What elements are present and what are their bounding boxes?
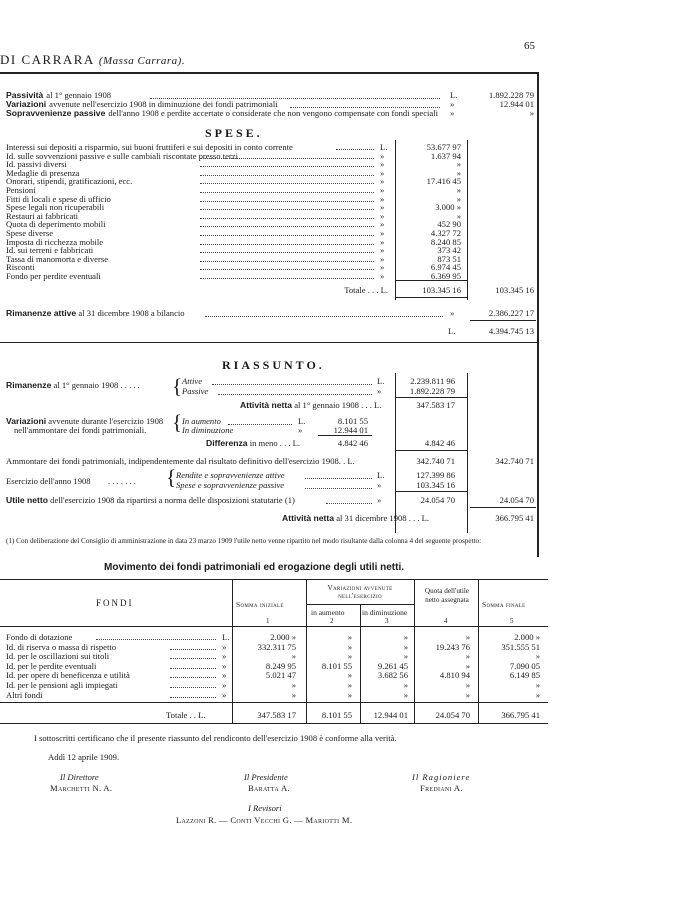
spese-row-label: Onorari, stipendi, gratificazioni, ecc. xyxy=(6,176,133,187)
header-rule xyxy=(0,72,538,74)
table-row-unit: L. xyxy=(222,632,230,642)
table-row-label: Id. di riserva o massa di rispetto xyxy=(6,641,117,652)
direttore-title: Il Direttore xyxy=(60,772,99,782)
table-cell: » xyxy=(403,651,408,662)
spese-row-dots xyxy=(200,252,374,253)
table-cell: 7.090 05 xyxy=(509,660,540,671)
spese-row-dots xyxy=(200,218,374,219)
spese-row-value: 6.369 95 xyxy=(430,271,461,281)
table-cell: » xyxy=(347,632,352,642)
spese-row-unit: » xyxy=(380,185,385,195)
riassunto-rimanenze-label: Rimanenze xyxy=(6,380,52,390)
movimento-total-rule xyxy=(0,702,548,703)
spese-row-label: Risconti xyxy=(6,262,35,273)
esercizio-dots-text: . . . . . . . xyxy=(108,476,136,486)
rendite-dots xyxy=(305,478,372,479)
spese-row-unit: » xyxy=(380,219,385,230)
spese-row-dots xyxy=(200,269,374,270)
table-cell: » xyxy=(465,660,470,671)
spese-row-unit: » xyxy=(380,253,385,264)
table-row-unit: » xyxy=(222,660,227,671)
spese-row-unit: » xyxy=(380,176,385,187)
spese-row-unit: » xyxy=(380,236,385,247)
passive-unit: » xyxy=(377,386,382,396)
ragioniere-name: Frediani A. xyxy=(420,783,463,793)
spese-row-label: Id. sui terreni e fabbricati xyxy=(6,245,94,256)
spese-row-value: 3.000 » xyxy=(435,202,461,213)
utile-netto-unit: » xyxy=(377,495,382,505)
grand-total-unit: L. xyxy=(448,326,456,336)
spese-row-dots xyxy=(200,235,374,236)
title-text: DI CARRARA xyxy=(0,52,95,67)
table-cell: 2.000 » xyxy=(270,632,296,642)
spese-row-dots xyxy=(200,201,374,202)
spese-row-value: » xyxy=(456,210,461,221)
spese-riassunto-dots xyxy=(305,488,372,489)
spese-row-unit: » xyxy=(380,159,385,170)
certify-text: I sottoscritti certificano che il presente riassunto del rendiconto dell'esercizio 1908 è conforme alla verità. xyxy=(34,733,397,743)
top-row-text: avvenute nell'esercizio 1908 in diminuzione dei fondi patrimoniali xyxy=(49,99,278,109)
spese-total-label: Totale . . . L. xyxy=(344,285,388,295)
direttore-name: Marchetti N. A. xyxy=(50,783,113,793)
rule-ammontare xyxy=(395,450,467,451)
grand-total-rule xyxy=(470,320,536,321)
spese-total-value: 103.345 16 xyxy=(422,285,461,295)
movimento-total-3: 12.944 01 xyxy=(373,710,408,720)
spese-row-dots xyxy=(200,175,374,176)
col-num-5: 5 xyxy=(510,617,514,625)
differenza-value: 4.842 46 xyxy=(337,438,368,448)
movimento-bottom-rule xyxy=(0,723,548,724)
movimento-total-1: 347.583 17 xyxy=(257,710,296,720)
variazioni-label: Variazioni xyxy=(6,416,47,426)
table-cell: » xyxy=(291,689,296,700)
table-cell: » xyxy=(347,680,352,690)
date-text: Addì 12 aprile 1909. xyxy=(48,752,120,762)
spese-row-dots xyxy=(200,261,374,262)
table-cell: 8.101 55 xyxy=(321,660,352,671)
spese-row-label: Id. sulle sovvenzioni passive e sulle cambiali riscontate presso terzi xyxy=(6,150,238,161)
spese-row-value: 873 51 xyxy=(437,253,461,264)
movimento-total-2: 8.101 55 xyxy=(321,710,352,720)
table-row-dots xyxy=(170,687,216,688)
col-line-2 xyxy=(306,579,307,723)
presidente-name: Baratta A. xyxy=(248,783,290,793)
spese-row-label: Medaglie di presenza xyxy=(6,167,80,178)
spese-col-line-right xyxy=(467,140,468,300)
spese-row-dots xyxy=(336,149,374,150)
passive-label: Passive xyxy=(182,386,209,396)
movimento-total-label: Totale . . L. xyxy=(166,710,206,720)
spese-row-dots xyxy=(200,209,374,210)
utile-netto-row xyxy=(6,495,295,505)
spese-riassunto-label: Spese e sopravvenienze passive xyxy=(176,480,285,490)
spese-row-label: Interessi sui depositi a risparmio, sui buoni fruttiferi e sui depositi in conto corrente xyxy=(6,142,293,152)
table-cell: » xyxy=(347,670,352,681)
spese-row-label: Spese legali non ricuperabili xyxy=(6,202,105,213)
spese-row-dots xyxy=(200,226,374,227)
table-row-label: Altri fondi xyxy=(6,689,43,700)
movimento-total-4: 24.054 70 xyxy=(435,710,470,720)
attive-value: 2.239.811 96 xyxy=(410,376,455,386)
table-cell: » xyxy=(465,680,470,690)
spese-row-label: Id. passivi diversi xyxy=(6,159,67,170)
rule-attivita xyxy=(395,397,467,398)
utile-netto-label: Utile netto xyxy=(6,495,49,505)
col-line-5 xyxy=(478,579,479,723)
spese-row-value: 1.637 94 xyxy=(430,150,461,161)
differenza-text: in meno . . . L. xyxy=(249,438,301,448)
spese-row-dots xyxy=(200,244,374,245)
attive-unit: L. xyxy=(377,376,385,386)
page-number: 65 xyxy=(524,40,535,52)
presidente-title: Il Presidente xyxy=(244,772,288,782)
table-row-unit: » xyxy=(222,680,227,690)
brace-rimanenze: { xyxy=(172,374,183,398)
attivita-netta-value: 347.583 17 xyxy=(416,400,455,410)
section-divider xyxy=(0,342,538,343)
table-cell: » xyxy=(347,651,352,662)
main-right-rule xyxy=(537,72,539,557)
rule-attivita-31 xyxy=(470,507,536,508)
page-title xyxy=(0,52,185,68)
diminuzione-unit: » xyxy=(298,425,303,435)
diminuzione-label: In diminuzione xyxy=(182,425,234,435)
attivita-netta-text: al 1° gennaio 1908 . . . L. xyxy=(294,400,382,410)
spese-row-value: 53.677 97 xyxy=(426,142,461,152)
col-header-aumento: in aumento xyxy=(311,608,345,617)
top-row-value: 1.892.228 79 xyxy=(488,90,534,100)
diminuzione-value: 12.944 01 xyxy=(333,425,368,435)
differenza-row xyxy=(206,438,300,448)
table-cell: » xyxy=(535,651,540,662)
col-line-1 xyxy=(232,579,233,723)
top-row-unit: L. xyxy=(450,90,458,100)
spese-row-unit: » xyxy=(380,245,385,256)
spese-row-label: Restauri ai fabbricati xyxy=(6,210,79,221)
table-cell: 8.249 95 xyxy=(265,660,296,671)
table-cell: 9.261 45 xyxy=(377,660,408,671)
top-row-label: Variazioni xyxy=(6,99,47,109)
table-cell: » xyxy=(403,689,408,700)
top-row-value: » xyxy=(529,108,534,118)
table-row-dots xyxy=(170,697,216,698)
attivita-31-row xyxy=(282,513,429,523)
passive-value: 1.892.228 79 xyxy=(409,386,455,396)
table-cell: 351.555 51 xyxy=(501,641,540,652)
riassunto-rimanenze: Rimanenze al 1° gennaio 1908 . . . . . xyxy=(6,380,140,390)
differenza-value-right: 4.842 46 xyxy=(424,438,455,448)
spese-row-value: » xyxy=(456,193,461,204)
attivita-netta-row xyxy=(240,400,381,410)
table-cell: » xyxy=(291,680,296,690)
spese-total-value-right: 103.345 16 xyxy=(495,285,534,295)
col-header-diminuzione: in diminuzione xyxy=(362,608,408,617)
table-cell: » xyxy=(465,632,470,642)
spese-heading: SPESE. xyxy=(205,126,263,140)
ammontare-value: 342.740 71 xyxy=(416,456,455,466)
top-row-text: al 1° gennaio 1908 xyxy=(46,90,112,100)
col-line-3 xyxy=(360,604,361,723)
spese-row-dots xyxy=(200,158,374,159)
riassunto-col-line-right xyxy=(467,373,468,533)
aumento-label: In aumento xyxy=(182,416,221,426)
col-header-variazioni: Variazioni avvenute nell'esercizio xyxy=(327,584,393,600)
table-row-unit: » xyxy=(222,651,227,662)
table-row-label: Id. per le perdite eventuali xyxy=(6,660,97,671)
riassunto-rimanenze-text: al 1° gennaio 1908 xyxy=(53,380,119,390)
spese-riassunto-value: 103.345 16 xyxy=(416,480,455,490)
spese-row-unit: » xyxy=(380,202,385,213)
col-num-1: 1 xyxy=(266,617,270,625)
spese-row-label: Quota di deperimento mobili xyxy=(6,219,106,230)
aumento-dots xyxy=(228,424,292,425)
rimanenze-attive-label: Rimanenze attive xyxy=(6,308,77,318)
spese-row-dots xyxy=(200,183,374,184)
table-cell: » xyxy=(403,680,408,690)
rule-utile xyxy=(395,491,467,492)
spese-row-unit: » xyxy=(380,228,385,238)
spese-row-unit: » xyxy=(380,167,385,178)
col-header-quota: Quota dell'utile netto assegnata xyxy=(424,587,470,604)
table-cell: » xyxy=(403,632,408,642)
top-row xyxy=(6,108,438,118)
spese-row-label: Spese diverse xyxy=(6,228,54,238)
spese-row-value: » xyxy=(456,167,461,178)
brace-variazioni: { xyxy=(172,410,183,434)
spese-row-label: Imposta di ricchezza mobile xyxy=(6,236,104,247)
ammontare-value-right: 342.740 71 xyxy=(495,456,534,466)
spese-row-unit: L. xyxy=(380,142,388,152)
spese-row-unit: » xyxy=(380,262,385,273)
revisori-names: Lazzoni R. — Conti Vecchi G. — Mariotti M. xyxy=(176,815,353,825)
spese-row-value: 6.974 45 xyxy=(430,262,461,273)
variazioni-text1: avvenute durante l'esercizio 1908 xyxy=(48,416,164,426)
table-row-dots xyxy=(170,649,216,650)
table-cell: 6.149 85 xyxy=(509,670,540,681)
footnote: (1) Con deliberazione del Consiglio di amministrazione in data 23 marzo 1909 l'utile netto venne ripartito nel modo risultante dalla colonna 4 del seguente prospetto: xyxy=(6,537,482,545)
col-num-2: 2 xyxy=(330,617,334,625)
attivita-31-label: Attività netta xyxy=(282,513,335,523)
table-cell: 5.021 47 xyxy=(265,670,296,681)
variazioni-text2: nell'ammontare dei fondi patrimoniali. xyxy=(14,425,147,435)
attivita-netta-label: Attività netta xyxy=(240,400,293,410)
top-row-unit: » xyxy=(450,108,455,118)
spese-row-value: 4.327 72 xyxy=(430,228,461,238)
col-line-4 xyxy=(414,579,415,723)
table-row-unit: » xyxy=(222,641,227,652)
riassunto-heading: RIASSUNTO. xyxy=(222,358,325,372)
movimento-top-rule xyxy=(0,579,548,580)
attivita-31-text: al 31 dicembre 1908 . . . L. xyxy=(336,513,430,523)
spese-row-dots xyxy=(200,166,374,167)
table-row-dots xyxy=(170,658,216,659)
spese-row-value: 373 42 xyxy=(437,245,461,256)
col-num-3: 3 xyxy=(385,617,389,625)
spese-row-label: Fitti di locali e spese di ufficio xyxy=(6,193,111,204)
revisori-title: I Revisori xyxy=(248,803,282,813)
spese-row-value: » xyxy=(456,159,461,170)
aumento-unit: L. xyxy=(298,416,306,426)
spese-row-value: 8.240 85 xyxy=(430,236,461,247)
rule-differenza xyxy=(318,435,372,436)
spese-row-unit: » xyxy=(380,193,385,204)
spese-row-dots xyxy=(200,278,374,279)
spese-row-unit: » xyxy=(380,271,385,281)
utile-netto-value: 24.054 70 xyxy=(420,495,455,505)
table-cell: » xyxy=(535,680,540,690)
table-row-unit: » xyxy=(222,689,227,700)
differenza-label: Differenza xyxy=(206,438,248,448)
esercizio-label: Esercizio dell'anno 1908 xyxy=(6,476,91,486)
passive-dots xyxy=(218,394,372,395)
table-cell: 4.810 94 xyxy=(439,670,470,681)
attivita-31-value: 366.795 41 xyxy=(495,513,534,523)
table-row-label: Id. per le oscillazioni sui titoli xyxy=(6,651,110,662)
ragioniere-title: Il Ragioniere xyxy=(412,772,471,782)
attive-label: Attive xyxy=(182,376,203,386)
spese-row-unit: » xyxy=(380,210,385,221)
rendite-label: Rendite e sopravvenienze attive xyxy=(176,470,285,480)
col-header-somma-finale: Somma finale xyxy=(482,600,526,609)
table-cell: » xyxy=(403,641,408,652)
rendite-value: 127.399 86 xyxy=(416,470,455,480)
spese-total-rule xyxy=(395,280,467,281)
top-row-text: dell'anno 1908 e perdite accertate o considerate che non vengono compensate con fondi speciali xyxy=(108,108,439,118)
table-cell: 19.243 76 xyxy=(435,641,470,652)
spese-row-value: 452 90 xyxy=(437,219,461,230)
spese-row-dots xyxy=(200,192,374,193)
spese-row-label: Tassa di manomorta e diverse xyxy=(6,253,109,264)
col-header-fondi: FONDI xyxy=(96,598,134,608)
spese-row-label: Pensioni xyxy=(6,185,36,195)
spese-row-value: » xyxy=(456,185,461,195)
table-cell: » xyxy=(347,689,352,700)
rimanenze-attive-text: al 31 dicembre 1908 a bilancio xyxy=(78,308,185,318)
table-row-label: Id. per le pensioni agli impiegati xyxy=(6,680,118,690)
spese-row-value: 17.416 45 xyxy=(426,176,461,187)
grand-total-value: 4.394.745 13 xyxy=(488,326,534,336)
spese-riassunto-unit: » xyxy=(377,480,382,490)
table-row-dots xyxy=(170,677,216,678)
spese-bottom-rule xyxy=(395,297,467,298)
rimanenze-dots xyxy=(205,316,443,317)
top-row-label: Sopravvenienze passive xyxy=(6,108,106,118)
spese-row-unit: » xyxy=(380,150,385,161)
table-row-label: Fondo di dotazione xyxy=(6,632,73,642)
top-row-value: 12.944 01 xyxy=(499,99,534,109)
utile-dots xyxy=(326,503,372,504)
rimanenze-attive-unit: » xyxy=(450,308,455,318)
table-cell: » xyxy=(465,689,470,700)
table-row-dots xyxy=(170,668,216,669)
subtitle-text: (Massa Carrara). xyxy=(98,55,186,67)
table-cell: 332.311 75 xyxy=(257,641,296,652)
movimento-total-5: 366.795 41 xyxy=(501,710,540,720)
brace-esercizio: { xyxy=(166,465,177,489)
rimanenze-attive-row xyxy=(6,308,185,318)
table-cell: » xyxy=(535,689,540,700)
aumento-value: 8.101 55 xyxy=(337,416,368,426)
utile-netto-text: dell'esercizio 1908 da ripartirsi a norma delle disposizioni statutarie (1) xyxy=(50,495,295,505)
utile-netto-value-right: 24.054 70 xyxy=(499,495,534,505)
movimento-header-rule xyxy=(0,626,548,627)
table-cell: » xyxy=(347,641,352,652)
spese-row-label: Fondo per perdite eventuali xyxy=(6,271,101,281)
ammontare-text: Ammontare dei fondi patrimoniali, indipendentemente dal risultato definitivo dell'esercizio 1908. . L. xyxy=(6,456,355,466)
table-cell: » xyxy=(465,651,470,662)
table-row-unit: » xyxy=(222,670,227,681)
col-num-4: 4 xyxy=(444,617,448,625)
attive-dots xyxy=(212,384,372,385)
rimanenze-attive-value: 2.386.227 17 xyxy=(488,308,534,318)
table-cell: 2.000 » xyxy=(514,632,540,642)
table-cell: » xyxy=(291,651,296,662)
movimento-heading: Movimento dei fondi patrimoniali ed erogazione degli utili netti. xyxy=(104,562,405,573)
rendite-unit: L. xyxy=(377,470,385,480)
table-row-dots xyxy=(96,639,216,640)
top-row-unit: » xyxy=(450,99,455,109)
table-row-label: Id. per opere di beneficenza e utilità xyxy=(6,670,130,681)
table-cell: 3.682 56 xyxy=(377,670,408,681)
col-header-somma-iniziale: Somma iniziale xyxy=(236,600,284,609)
top-row-label: Passività xyxy=(6,90,44,100)
